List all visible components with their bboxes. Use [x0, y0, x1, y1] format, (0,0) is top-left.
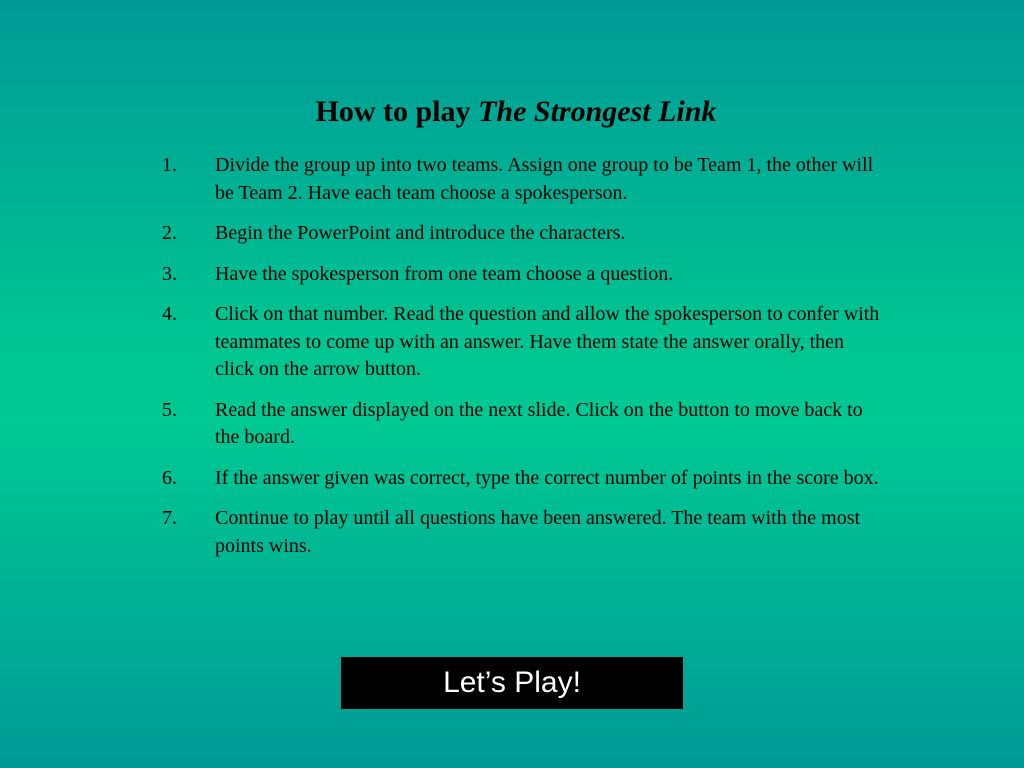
step-number: 3. — [162, 262, 177, 285]
instructions-list — [162, 152, 882, 573]
step-text: Begin the PowerPoint and introduce the characters. — [215, 222, 626, 244]
step-text: Divide the group up into two teams. Assign one group to be Team 1, the other will be Team 2. Have each team choose a spokesperson. — [215, 154, 874, 204]
step-text: Continue to play until all questions have been answered. The team with the most points wins. — [215, 507, 861, 557]
list-item — [162, 301, 882, 384]
step-number: 4. — [162, 303, 177, 325]
step-number: 7. — [162, 507, 177, 529]
step-number: 5. — [162, 398, 177, 421]
step-number: 1. — [162, 154, 177, 176]
title-game-name: The Strongest Link — [478, 95, 717, 128]
slide-title — [0, 94, 1024, 130]
step-number: 2. — [162, 222, 177, 244]
list-item — [162, 505, 882, 560]
step-text: Click on that number. Read the question and allow the spokesperson to confer with teammates to come up with an answer. Have them state the answer orally, then click on the arrow button. — [215, 303, 880, 380]
list-item — [162, 465, 882, 493]
step-text: Have the spokesperson from one team choose a question. — [215, 262, 674, 285]
step-text: Read the answer displayed on the next slide. Click on the button to move back to the board. — [215, 398, 863, 448]
list-item — [162, 397, 882, 452]
step-number: 6. — [162, 466, 177, 489]
title-prefix: How to play — [315, 95, 479, 128]
list-item — [162, 220, 882, 248]
step-text: If the answer given was correct, type the correct number of points in the score box. — [215, 466, 879, 489]
list-item — [162, 152, 882, 207]
lets-play-button[interactable]: Let’s Play! — [341, 657, 683, 709]
list-item — [162, 261, 882, 289]
